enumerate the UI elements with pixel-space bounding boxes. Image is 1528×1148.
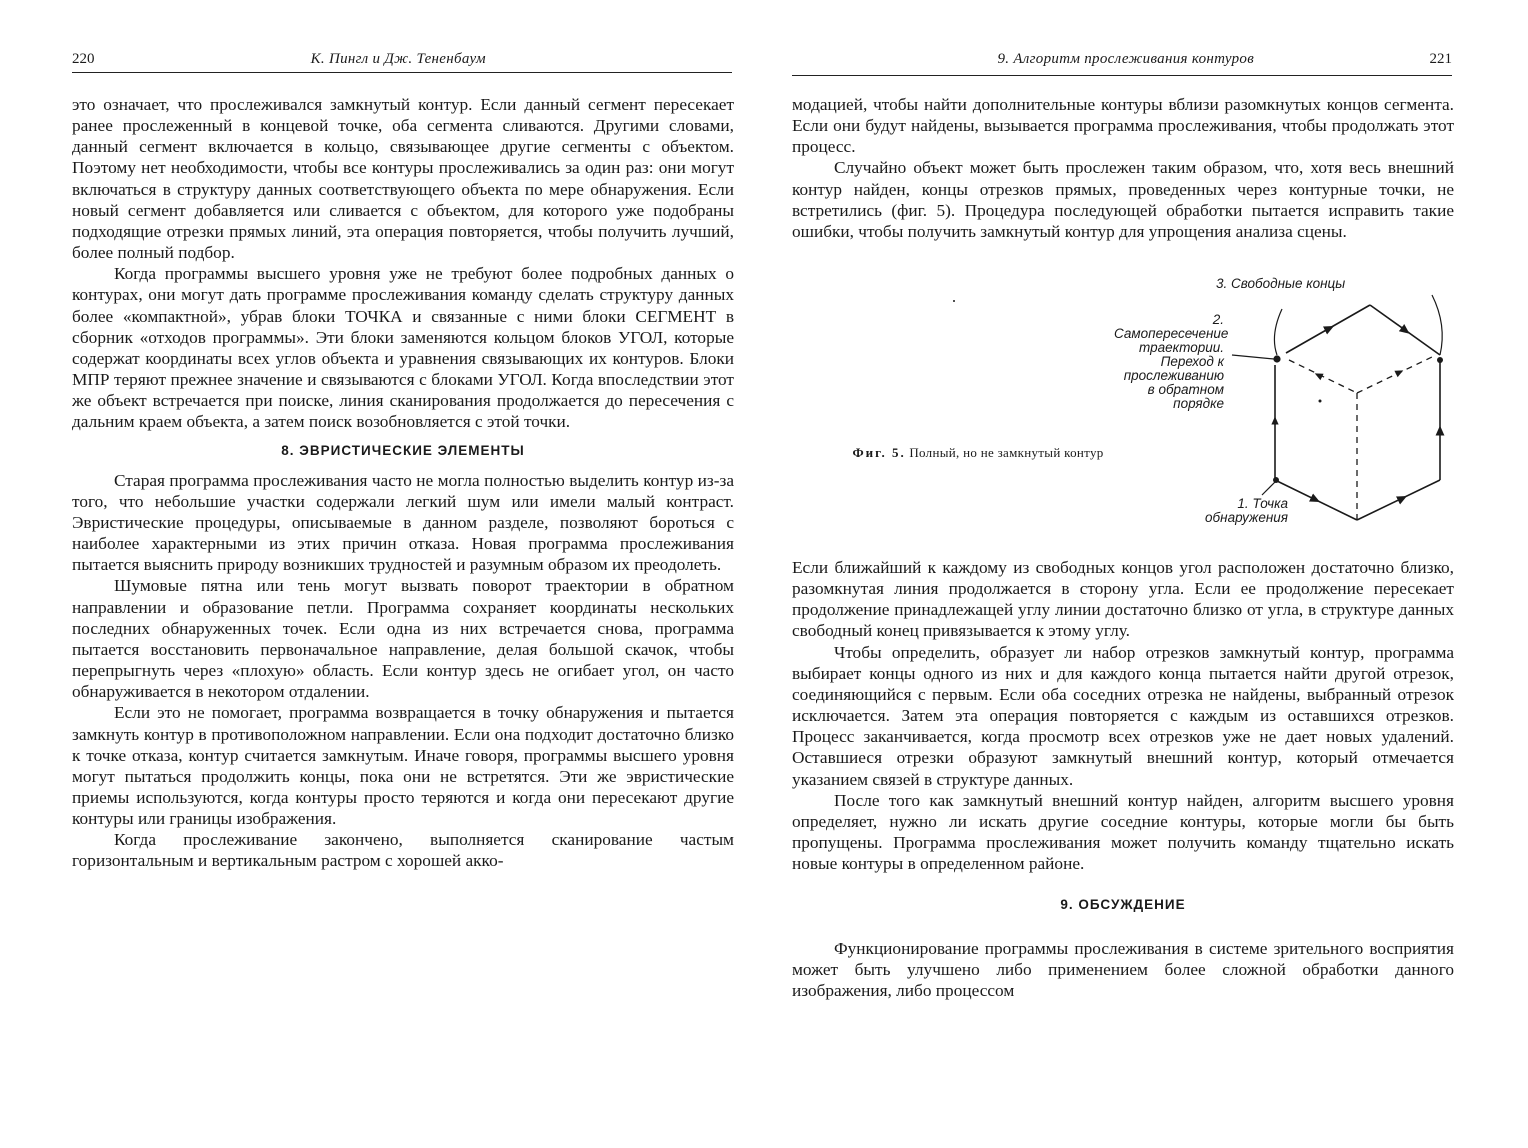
page-number: 221 (1429, 51, 1452, 67)
header-rule (72, 72, 732, 73)
running-head: К. Пингл и Дж. Тененбаум (310, 51, 486, 67)
right-page (764, 0, 1528, 1148)
detection-point-pointer (1262, 481, 1276, 495)
self-intersection-pointer (1232, 355, 1274, 359)
label-free-ends: 3. Свободные концы (1216, 276, 1346, 291)
contour-bottom-left-arrow (1312, 498, 1316, 500)
paragraph: Функционирование программы прослеживания в системе зрительного восприятия может быть улучшено либо применением более сложной обработки данного изображения, либо процессом (792, 938, 1454, 1000)
paragraph: Когда прослеживание закончено, выполняется сканирование частым горизонтальным и вертикальным растром с хорошей акко- (72, 830, 734, 871)
label-self-intersection: 2. Самопересечение траектории. Переход к прослеживанию в обратном порядке (1114, 312, 1229, 411)
paragraph: Когда программы высшего уровня уже не требуют более подробных данных о контурах, они могут дать программе прослеживания команду сделать структуру данных более «компактной», убрав блоки ТОЧКА и связанные с ними блоки СЕГМЕНТ в сборник «отходов программы». Эти блоки заменяются кольцом блоков УГОЛ, которые содержат координаты всех углов объекта и уравнения связывающих их контуров. Блоки МПР теряют прежнее значение и связываются с блоками УГОЛ. Когда впоследствии этот же объект встречается при поиске, линия сканирования продолжается до пересечения с дальним краем объекта, а затем поиск возобновляется с этой точки. (72, 264, 734, 432)
paragraph: Если это не помогает, программа возвращается в точку обнаружения и пытается замкнуть контур в противоположном направлении. Если она подходит достаточно близко к точке отказа, контур считается замкнутым. Иначе говоря, программы высшего уровня могут пытаться продолжить концы, пока они не встретятся. Эти же эвристические приемы используются, когда контуры просто теряются и когда они пересекают другие контуры или границы изображения. (72, 703, 734, 829)
contour-top-left-edge-b (1328, 328, 1330, 329)
right-page-body-top (792, 94, 1454, 242)
section-heading: 9. ОБСУЖДЕНИЕ (1060, 897, 1186, 913)
label-detection-point: 1. Точка обнаружения (1205, 496, 1288, 525)
paragraph: После того как замкнутый внешний контур найден, алгоритм высшего уровня определяет, нужно ли искать другие соседние контуры, которые могли бы быть пропущены. Программа прослеживания может получить команду тщательно искать новые контуры в определенном районе. (792, 790, 1454, 874)
paragraph: это означает, что прослеживался замкнутый контур. Если данный сегмент пересекает ранее прослеженный в концевой точке, оба сегмента сливаются. Другими словами, данный сегмент включается в кольцо, связывающее другие сегменты с объектом. Поэтому нет необходимости, чтобы все контуры прослеживались за один раз: они могут включаться в структуру данных соответствующего объекта по мере обнаружения. Если новый сегмент добавляется или сливается с объектом, для которого уже подобраны подходящие отрезки прямых линий, эта операция повторяется, чтобы получить лучший, более полный подбор. (72, 95, 734, 263)
self-intersection-point (1273, 355, 1280, 362)
figure-caption-text: Полный, но не замкнутый контур (909, 445, 1104, 460)
paragraph: Шумовые пятна или тень могут вызвать поворот траектории в обратном направлении и образование петли. Программа сохраняет координаты нескольких последних обнаруженных точек. Если одна из них встречается снова, программа пытается восстановить первоначальное направление, делая большой скачок, чтобы перепрыгнуть через «плохую» область. Если контур здесь не огибает угол, он часто обнаруживается в некотором отдалении. (72, 576, 734, 702)
centre-dot (1319, 400, 1322, 403)
inner-edge-right (1357, 357, 1432, 393)
free-end-point (1437, 357, 1443, 363)
paragraph: Случайно объект может быть прослежен таким образом, что, хотя весь внешний контур найден, концы отрезков прямых, проведенных через контурные точки, не встретились (фиг. 5). Процедура последующей обработки пытается исправить такие ошибки, чтобы получить замкнутый контур для упрощения анализа сцены. (792, 158, 1454, 241)
contour-bottom-right-edge (1357, 480, 1440, 520)
running-head: 9. Алгоритм прослеживания контуров (997, 51, 1255, 67)
free-end-pointer-right (1432, 295, 1442, 355)
inner-edge-left (1289, 360, 1357, 393)
figure-caption-label: Фиг. 5. (852, 445, 906, 460)
inner-arrow-right (1396, 372, 1400, 374)
right-page-body-bottom (792, 557, 1454, 1001)
contour-bottom-right-arrow (1399, 498, 1403, 500)
header-rule (792, 75, 1452, 76)
left-page-header (72, 40, 732, 68)
stray-dot (953, 300, 955, 302)
paragraph: Старая программа прослеживания часто не могла полностью выделить контур из-за того, что небольшие участки содержали легкий шум или имели малый контраст. Эвристические процедуры, описываемые в данном разделе, позволяют бороться с наиболее характерными из этих причин отказа. Новая программа прослеживания пытается выяснить природу возникших трудностей и разумным образом их преодолеть. (72, 470, 734, 575)
paragraph: Если ближайший к каждому из свободных концов угол расположен достаточно близко, разомкнутая линия продолжается в сторону угла. Если ее продолжение пересекает продолжение принадлежащей углу линии достаточно близко от угла, в структуре данных свободный конец привязывается к этому углу. (792, 558, 1454, 641)
right-page-header (792, 40, 1452, 68)
detection-point (1273, 477, 1279, 483)
paragraph: Чтобы определить, образует ли набор отрезков замкнутый контур, программа выбирает концы одного из них и для каждого конца пытается найти другой отрезок, соединяющийся с первым. Если оба соседних отрезка не найдены, выбранный отрезок исключается. Затем эта операция повторяется с каждым из оставшихся отрезков. Процесс заканчивается, когда просмотр всех отрезков уже не дает новых удалений. Оставшиеся отрезки образуют замкнутый внешний контур, который отмечается указанием связей в структуре данных. (792, 642, 1454, 789)
section-heading: 8. ЭВРИСТИЧЕСКИЕ ЭЛЕМЕНТЫ (281, 442, 525, 458)
page-number: 220 (72, 51, 95, 67)
left-page-body (72, 94, 734, 872)
free-end-pointer-left (1274, 309, 1282, 355)
paragraph: модацией, чтобы найти дополнительные контуры вблизи разомкнутых концов сегмента. Если они будут найдены, вызывается программа прослеживания, чтобы продолжать этот процесс. (792, 95, 1454, 157)
figure-5 (792, 275, 1454, 545)
